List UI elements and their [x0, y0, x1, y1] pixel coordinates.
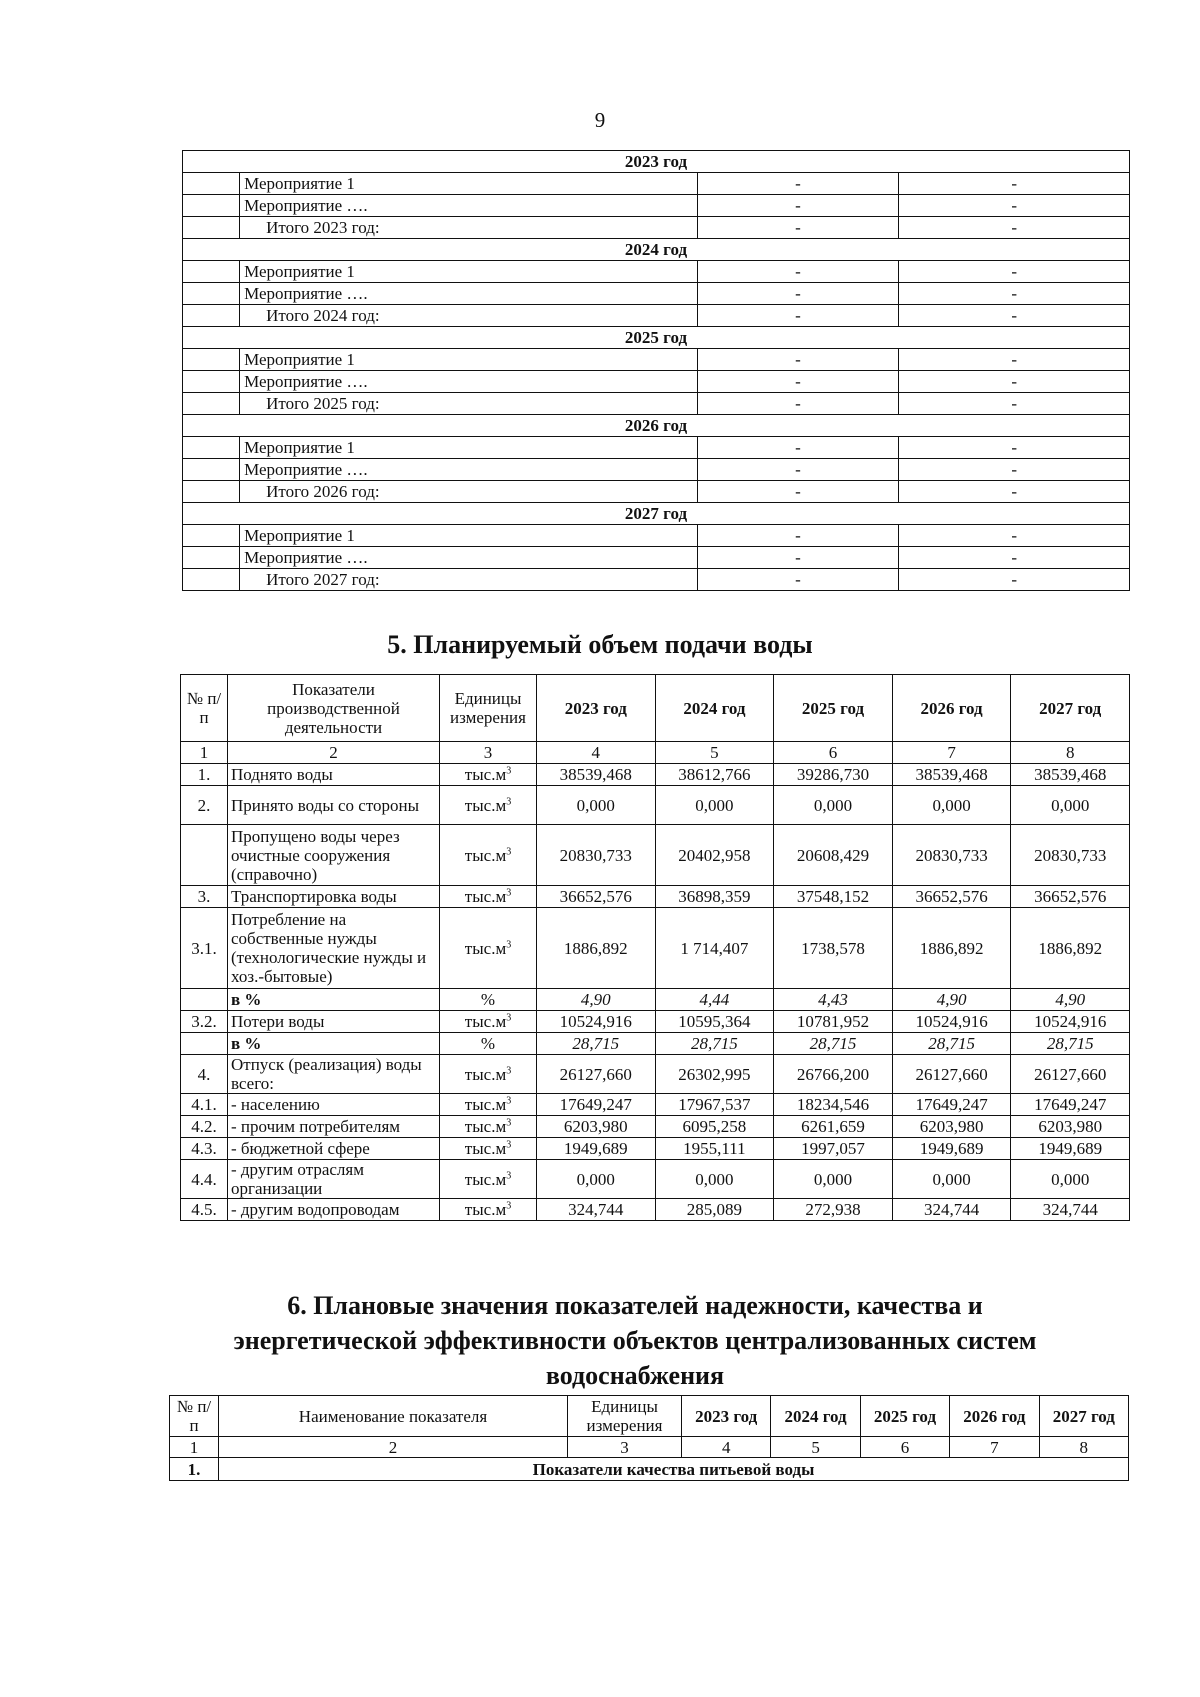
- header-cell: 2025 год: [860, 1396, 949, 1437]
- unit-exponent: 3: [506, 938, 512, 950]
- column-number-row: [170, 1437, 1129, 1458]
- table-row: [181, 825, 1130, 886]
- value-cell: 26766,200: [774, 1055, 893, 1094]
- row-number: [181, 989, 228, 1011]
- value-cell: 36652,576: [537, 886, 656, 908]
- value-cell: 0,000: [655, 786, 774, 825]
- unit-text: тыс.м: [464, 1064, 507, 1084]
- row-number: 3.1.: [181, 908, 228, 989]
- indicator-name: - прочим потребителям: [228, 1116, 440, 1138]
- value-cell: 17967,537: [655, 1094, 774, 1116]
- activity-value: -: [899, 305, 1130, 327]
- value-cell: 6203,980: [892, 1116, 1011, 1138]
- header-cell: 2027 год: [1039, 1396, 1128, 1437]
- header-cell: 2026 год: [892, 675, 1011, 742]
- column-number: 6: [860, 1437, 949, 1458]
- activity-row: [183, 437, 1130, 459]
- indicator-name: Принято воды со стороны: [228, 786, 440, 825]
- activities-table: [182, 150, 1130, 591]
- empty-cell: [183, 195, 240, 217]
- section-5-title: 5. Планируемый объем подачи воды: [387, 630, 813, 659]
- unit-cell: [440, 908, 537, 989]
- year-header-row: [183, 415, 1130, 437]
- activity-value: -: [899, 261, 1130, 283]
- value-cell: 38539,468: [892, 764, 1011, 786]
- unit-text: %: [480, 1034, 496, 1053]
- activity-value: -: [899, 349, 1130, 371]
- activity-value: -: [697, 217, 899, 239]
- column-number-row: [181, 742, 1130, 764]
- indicator-name: в %: [228, 1033, 440, 1055]
- indicator-name: Транспортировка воды: [228, 886, 440, 908]
- activity-value: -: [899, 481, 1130, 503]
- header-cell: № п/п: [170, 1396, 219, 1437]
- unit-text: тыс.м: [464, 845, 507, 865]
- value-cell: 1949,689: [1011, 1138, 1130, 1160]
- header-cell: 2024 год: [655, 675, 774, 742]
- value-cell: 285,089: [655, 1199, 774, 1221]
- empty-cell: [183, 173, 240, 195]
- column-number: 1: [170, 1437, 219, 1458]
- empty-cell: [183, 437, 240, 459]
- activity-value: -: [899, 217, 1130, 239]
- unit-cell: [440, 886, 537, 908]
- indicator-name: - другим отраслям организации: [228, 1160, 440, 1199]
- unit-text: тыс.м: [464, 1139, 507, 1158]
- value-cell: 36898,359: [655, 886, 774, 908]
- empty-cell: [183, 459, 240, 481]
- value-cell: 1997,057: [774, 1138, 893, 1160]
- unit-cell: [440, 1011, 537, 1033]
- value-cell: 1949,689: [537, 1138, 656, 1160]
- table-row: [181, 989, 1130, 1011]
- activity-name: Мероприятие 1: [240, 261, 697, 283]
- unit-cell: [440, 989, 537, 1011]
- total-row: [183, 481, 1130, 503]
- table-header-row: [181, 675, 1130, 742]
- value-cell: 0,000: [774, 1160, 893, 1199]
- table-row: [181, 1116, 1130, 1138]
- value-cell: 17649,247: [537, 1094, 656, 1116]
- row-number: 3.2.: [181, 1011, 228, 1033]
- value-cell: 28,715: [655, 1033, 774, 1055]
- header-cell: 2023 год: [682, 1396, 771, 1437]
- unit-exponent: 3: [506, 1200, 512, 1212]
- header-cell: Единицы измерения: [568, 1396, 682, 1437]
- unit-exponent: 3: [506, 795, 512, 807]
- activity-value: -: [697, 437, 899, 459]
- activity-value: -: [697, 481, 899, 503]
- year-label: 2023 год: [183, 151, 1130, 173]
- value-cell: 6203,980: [1011, 1116, 1130, 1138]
- section-6-title: 6. Плановые значения показателей надежности, качества и энергетической эффективности объектов централизованных систем водоснабжения: [233, 1291, 1037, 1390]
- column-number: 4: [537, 742, 656, 764]
- column-number: 3: [440, 742, 537, 764]
- empty-cell: [183, 305, 240, 327]
- column-number: 8: [1011, 742, 1130, 764]
- unit-text: тыс.м: [464, 1200, 507, 1219]
- value-cell: 0,000: [892, 1160, 1011, 1199]
- activity-value: -: [899, 371, 1130, 393]
- value-cell: 18234,546: [774, 1094, 893, 1116]
- activity-value: -: [697, 459, 899, 481]
- unit-text: тыс.м: [464, 938, 507, 958]
- activity-value: -: [899, 195, 1130, 217]
- activity-row: [183, 261, 1130, 283]
- water-supply-volume-table: [180, 674, 1130, 1221]
- value-cell: 1886,892: [892, 908, 1011, 989]
- column-number: 5: [771, 1437, 860, 1458]
- empty-cell: [183, 217, 240, 239]
- value-cell: 0,000: [1011, 786, 1130, 825]
- column-number: 5: [655, 742, 774, 764]
- total-row: [183, 305, 1130, 327]
- activity-value: -: [899, 283, 1130, 305]
- header-cell: 2027 год: [1011, 675, 1130, 742]
- value-cell: 10524,916: [1011, 1011, 1130, 1033]
- unit-cell: [440, 1116, 537, 1138]
- indicator-name: - бюджетной сфере: [228, 1138, 440, 1160]
- activity-value: -: [697, 371, 899, 393]
- table-row: [181, 1033, 1130, 1055]
- activity-name: Мероприятие 1: [240, 525, 697, 547]
- total-label: Итого 2025 год:: [240, 393, 697, 415]
- activity-row: [183, 459, 1130, 481]
- table-header-row: [170, 1396, 1129, 1437]
- activity-name: Мероприятие 1: [240, 173, 697, 195]
- activity-name: Мероприятие ….: [240, 547, 697, 569]
- unit-text: тыс.м: [464, 887, 507, 906]
- total-row: [183, 217, 1130, 239]
- value-cell: 17649,247: [892, 1094, 1011, 1116]
- total-row: [183, 569, 1130, 591]
- unit-exponent: 3: [506, 845, 512, 857]
- value-cell: 0,000: [892, 786, 1011, 825]
- year-header-row: [183, 503, 1130, 525]
- section-label: Показатели качества питьевой воды: [219, 1458, 1129, 1481]
- unit-text: тыс.м: [464, 795, 507, 815]
- value-cell: 20830,733: [1011, 825, 1130, 886]
- column-number: 7: [950, 1437, 1039, 1458]
- value-cell: 10595,364: [655, 1011, 774, 1033]
- indicator-name: Пропущено воды через очистные сооружения (справочно): [228, 825, 440, 886]
- activity-value: -: [697, 569, 899, 591]
- row-number: 4.4.: [181, 1160, 228, 1199]
- indicator-name: Потребление на собственные нужды (технологические нужды и хоз.-бытовые): [228, 908, 440, 989]
- unit-text: тыс.м: [464, 1095, 507, 1114]
- unit-cell: [440, 764, 537, 786]
- indicator-name: - населению: [228, 1094, 440, 1116]
- indicators-table: [169, 1395, 1129, 1481]
- value-cell: 1955,111: [655, 1138, 774, 1160]
- activity-name: Мероприятие 1: [240, 349, 697, 371]
- table-row: [181, 1160, 1130, 1199]
- unit-exponent: 3: [506, 1095, 512, 1107]
- unit-exponent: 3: [506, 1169, 512, 1181]
- unit-cell: [440, 1033, 537, 1055]
- header-cell: 2026 год: [950, 1396, 1039, 1437]
- header-cell: 2025 год: [774, 675, 893, 742]
- year-label: 2025 год: [183, 327, 1130, 349]
- column-number: 8: [1039, 1437, 1128, 1458]
- activity-row: [183, 349, 1130, 371]
- value-cell: 37548,152: [774, 886, 893, 908]
- activity-value: -: [697, 349, 899, 371]
- table-row: [181, 1199, 1130, 1221]
- activity-value: -: [899, 459, 1130, 481]
- activity-value: -: [899, 525, 1130, 547]
- empty-cell: [183, 481, 240, 503]
- value-cell: 26127,660: [537, 1055, 656, 1094]
- table-row: [181, 908, 1130, 989]
- activity-value: -: [697, 525, 899, 547]
- total-label: Итого 2023 год:: [240, 217, 697, 239]
- value-cell: 20830,733: [537, 825, 656, 886]
- value-cell: 39286,730: [774, 764, 893, 786]
- activity-row: [183, 371, 1130, 393]
- empty-cell: [183, 371, 240, 393]
- section-row: [170, 1458, 1129, 1481]
- activity-value: -: [899, 547, 1130, 569]
- unit-exponent: 3: [506, 765, 512, 777]
- row-number: 4.2.: [181, 1116, 228, 1138]
- value-cell: 28,715: [774, 1033, 893, 1055]
- value-cell: 6261,659: [774, 1116, 893, 1138]
- unit-exponent: 3: [506, 1139, 512, 1151]
- year-header-row: [183, 151, 1130, 173]
- empty-cell: [183, 393, 240, 415]
- year-label: 2024 год: [183, 239, 1130, 261]
- unit-cell: [440, 1199, 537, 1221]
- value-cell: 26302,995: [655, 1055, 774, 1094]
- row-number: 4.: [181, 1055, 228, 1094]
- total-label: Итого 2026 год:: [240, 481, 697, 503]
- header-cell: Показатели производственной деятельности: [228, 675, 440, 742]
- value-cell: 0,000: [537, 786, 656, 825]
- table-row: [181, 1011, 1130, 1033]
- value-cell: 4,90: [537, 989, 656, 1011]
- value-cell: 20608,429: [774, 825, 893, 886]
- column-number: 1: [181, 742, 228, 764]
- row-number: 4.3.: [181, 1138, 228, 1160]
- value-cell: 38612,766: [655, 764, 774, 786]
- table-row: [181, 1055, 1130, 1094]
- value-cell: 4,43: [774, 989, 893, 1011]
- value-cell: 28,715: [1011, 1033, 1130, 1055]
- value-cell: 0,000: [1011, 1160, 1130, 1199]
- year-header-row: [183, 239, 1130, 261]
- value-cell: 10781,952: [774, 1011, 893, 1033]
- indicator-name: Отпуск (реализация) воды всего:: [228, 1055, 440, 1094]
- value-cell: 1886,892: [537, 908, 656, 989]
- activity-value: -: [697, 393, 899, 415]
- column-number: 7: [892, 742, 1011, 764]
- unit-exponent: 3: [506, 887, 512, 899]
- unit-cell: [440, 786, 537, 825]
- value-cell: 26127,660: [892, 1055, 1011, 1094]
- table-row: [181, 1094, 1130, 1116]
- value-cell: 1 714,407: [655, 908, 774, 989]
- value-cell: 4,44: [655, 989, 774, 1011]
- row-number: 3.: [181, 886, 228, 908]
- column-number: 4: [682, 1437, 771, 1458]
- empty-cell: [183, 283, 240, 305]
- column-number: 2: [228, 742, 440, 764]
- table-row: [181, 764, 1130, 786]
- page-number: 9: [594, 108, 606, 132]
- empty-cell: [183, 525, 240, 547]
- total-label: Итого 2024 год:: [240, 305, 697, 327]
- row-number: 2.: [181, 786, 228, 825]
- header-cell: Наименование показателя: [219, 1396, 568, 1437]
- row-number: 4.5.: [181, 1199, 228, 1221]
- year-header-row: [183, 327, 1130, 349]
- column-number: 2: [219, 1437, 568, 1458]
- activity-row: [183, 547, 1130, 569]
- activity-name: Мероприятие ….: [240, 283, 697, 305]
- value-cell: 28,715: [537, 1033, 656, 1055]
- value-cell: 17649,247: [1011, 1094, 1130, 1116]
- year-label: 2026 год: [183, 415, 1130, 437]
- value-cell: 272,938: [774, 1199, 893, 1221]
- unit-text: тыс.м: [464, 1169, 507, 1189]
- value-cell: 4,90: [1011, 989, 1130, 1011]
- activity-value: -: [697, 283, 899, 305]
- value-cell: 6203,980: [537, 1116, 656, 1138]
- activity-value: -: [697, 547, 899, 569]
- unit-text: тыс.м: [464, 1117, 507, 1136]
- unit-cell: [440, 825, 537, 886]
- unit-text: %: [480, 990, 496, 1009]
- value-cell: 6095,258: [655, 1116, 774, 1138]
- value-cell: 324,744: [1011, 1199, 1130, 1221]
- header-cell: 2023 год: [537, 675, 656, 742]
- unit-text: тыс.м: [464, 1012, 507, 1031]
- activity-value: -: [697, 173, 899, 195]
- indicator-name: Поднято воды: [228, 764, 440, 786]
- value-cell: 1886,892: [1011, 908, 1130, 989]
- empty-cell: [183, 547, 240, 569]
- activity-value: -: [899, 393, 1130, 415]
- row-number: [181, 1033, 228, 1055]
- activity-value: -: [697, 261, 899, 283]
- unit-cell: [440, 1138, 537, 1160]
- activity-value: -: [697, 305, 899, 327]
- value-cell: 0,000: [537, 1160, 656, 1199]
- value-cell: 26127,660: [1011, 1055, 1130, 1094]
- activity-row: [183, 525, 1130, 547]
- activity-row: [183, 173, 1130, 195]
- value-cell: 1949,689: [892, 1138, 1011, 1160]
- column-number: 3: [568, 1437, 682, 1458]
- value-cell: 324,744: [892, 1199, 1011, 1221]
- value-cell: 20830,733: [892, 825, 1011, 886]
- value-cell: 38539,468: [1011, 764, 1130, 786]
- activity-name: Мероприятие ….: [240, 371, 697, 393]
- unit-exponent: 3: [506, 1012, 512, 1024]
- value-cell: 0,000: [655, 1160, 774, 1199]
- unit-cell: [440, 1055, 537, 1094]
- unit-exponent: 3: [506, 1117, 512, 1129]
- unit-cell: [440, 1094, 537, 1116]
- activity-row: [183, 195, 1130, 217]
- unit-cell: [440, 1160, 537, 1199]
- table-row: [181, 786, 1130, 825]
- value-cell: 0,000: [774, 786, 893, 825]
- activity-name: Мероприятие ….: [240, 459, 697, 481]
- header-cell: 2024 год: [771, 1396, 860, 1437]
- header-cell: Единицы измерения: [440, 675, 537, 742]
- indicator-name: Потери воды: [228, 1011, 440, 1033]
- empty-cell: [183, 569, 240, 591]
- empty-cell: [183, 261, 240, 283]
- header-cell: № п/п: [181, 675, 228, 742]
- year-label: 2027 год: [183, 503, 1130, 525]
- table-row: [181, 886, 1130, 908]
- value-cell: 20402,958: [655, 825, 774, 886]
- activity-value: -: [697, 195, 899, 217]
- value-cell: 36652,576: [1011, 886, 1130, 908]
- value-cell: 1738,578: [774, 908, 893, 989]
- column-number: 6: [774, 742, 893, 764]
- activity-name: Мероприятие ….: [240, 195, 697, 217]
- value-cell: 4,90: [892, 989, 1011, 1011]
- total-label: Итого 2027 год:: [240, 569, 697, 591]
- activity-value: -: [899, 173, 1130, 195]
- indicator-name: в %: [228, 989, 440, 1011]
- value-cell: 28,715: [892, 1033, 1011, 1055]
- activity-value: -: [899, 437, 1130, 459]
- row-number: 4.1.: [181, 1094, 228, 1116]
- table-row: [181, 1138, 1130, 1160]
- unit-text: тыс.м: [464, 765, 507, 784]
- total-row: [183, 393, 1130, 415]
- activity-value: -: [899, 569, 1130, 591]
- value-cell: 10524,916: [892, 1011, 1011, 1033]
- indicator-name: - другим водопроводам: [228, 1199, 440, 1221]
- row-number: [181, 825, 228, 886]
- activity-row: [183, 283, 1130, 305]
- value-cell: 10524,916: [537, 1011, 656, 1033]
- value-cell: 36652,576: [892, 886, 1011, 908]
- value-cell: 38539,468: [537, 764, 656, 786]
- row-number: 1.: [170, 1458, 219, 1481]
- empty-cell: [183, 349, 240, 371]
- activity-name: Мероприятие 1: [240, 437, 697, 459]
- unit-exponent: 3: [506, 1064, 512, 1076]
- row-number: 1.: [181, 764, 228, 786]
- value-cell: 324,744: [537, 1199, 656, 1221]
